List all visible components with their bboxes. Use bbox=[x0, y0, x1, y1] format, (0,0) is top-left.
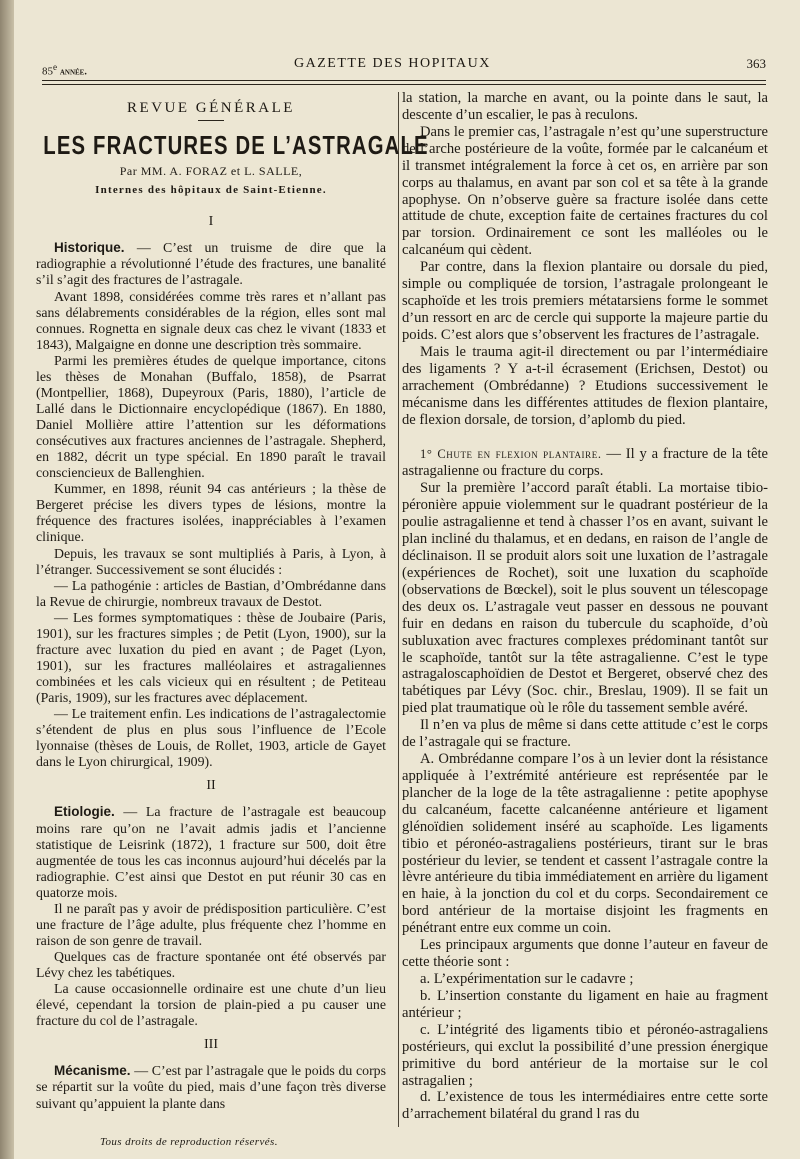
paragraph bbox=[402, 1089, 768, 1123]
paragraph bbox=[36, 481, 386, 545]
year-number: 85 bbox=[42, 65, 53, 78]
paragraph-text: Avant 1898, considérées comme très rares et n’allant pas sans délabrements considérables de la région, elles sont mal connues. Rognetta en signale deux cas chez le vivant (1833 et 1843), Malgaigne en donne une description très sommaire. bbox=[36, 288, 386, 352]
paragraph-text: Il n’en va plus de même si dans cette attitude c’est le corps de l’astragale qui se fracture. bbox=[402, 717, 768, 751]
rubric-rule bbox=[198, 120, 224, 121]
paragraph-text: Depuis, les travaux se sont multipliés à Paris, à Lyon, à l’étranger. Successivement se sont élucidés : bbox=[36, 545, 386, 577]
year-label bbox=[42, 62, 87, 78]
journal-name: GAZETTE DES HOPITAUX bbox=[294, 56, 491, 71]
paragraph-text: — La fracture de l’astragale est beaucoup moins rare qu’on ne l’avait admis jadis et l’ancienne statistique de Leisrink (1872), 1 fracture sur 500, doit être augmentée de tous les cas inconnus aujourd’hui décelés par la radiographie. C’est ainsi que Destot en put réunir 30 cas en quatorze mois. bbox=[36, 804, 386, 900]
paragraph bbox=[402, 446, 768, 480]
paragraph bbox=[36, 949, 386, 981]
right-column bbox=[402, 90, 768, 1123]
paragraph bbox=[36, 289, 386, 353]
paragraph bbox=[36, 353, 386, 482]
newspaper-page bbox=[14, 0, 800, 1159]
paragraph-text: Dans le premier cas, l’astragale n’est qu’une superstructure de l’arche postérieure de la voûte, formée par le calcanéum et il transmet intégralement la force à cet os, en arrière par son corps au thalamus, en avant par son col et sa tête à la grande apophyse. On n’observe guère sa fracture isolée dans cette attitude de chute, exception faite de certaines fractures du col par torsion. Ordinairement ce sont les malléoles ou le calcanéum qui cèdent. bbox=[402, 123, 768, 259]
header-rule-thick bbox=[42, 80, 766, 81]
year-ordinal: e bbox=[53, 62, 58, 72]
paragraph-text: Sur la première l’accord paraît établi. La mortaise tibio-péronière appuie violemment sur le quadrant postérieur de la poulie astragalienne et tend à chasser l’os en avant, suivant le plan incliné du thalamus, et en dedans, en raison de l’angle de déclinaison. Il se produit alors soit une luxation de l’astragale (expériences de Rochet), soit une luxation du scaphoïde (observations de Bœckel), soit le plus souvent un télescopage des deux os. L’astragale veut passer en dessous ne pouvant fuir en dedans en raison du tubercule du scaphoïde, d’où subluxation avec fractures complexes prédominant tantôt sur le scaphoïde, tantôt sur la tête astragalienne. C’est le type astragaloscaphoïdien de Destot et Bergeret, observé chez des tabétiques par Lévy (Soc. chir., Breslau, 1909). Il se fait un pied plat traumatique où le rôle du tassement semble avéré. bbox=[402, 480, 768, 717]
paragraph-text: Il ne paraît pas y avoir de prédisposition particulière. C’est une fracture de l’âge adulte, plus fréquente chez l’homme en raison de son genre de travail. bbox=[36, 900, 386, 948]
paragraph bbox=[402, 971, 768, 988]
section-number: I bbox=[208, 214, 214, 230]
running-header bbox=[14, 56, 800, 76]
paragraph-text: la station, la marche en avant, ou la pointe dans le saut, la descente d’un escalier, le pas à reculons. bbox=[402, 90, 768, 123]
paragraph-text: La cause occasionnelle ordinaire est une chute d’un lieu élevé, cependant la torsion de plain-pied a pu causer une fracture du col de l’astragale. bbox=[36, 981, 386, 1029]
paragraph bbox=[36, 804, 386, 900]
paragraph bbox=[402, 1022, 768, 1090]
left-column-body bbox=[36, 214, 386, 1111]
paragraph bbox=[402, 717, 768, 751]
paragraph bbox=[36, 981, 386, 1029]
column-divider bbox=[398, 92, 399, 1127]
paragraph-text: — C’est un truisme de dire que la radiographie a révolutionné l’étude des fractures, une banalité s’il s’agit des fractures de l’astragale. bbox=[36, 240, 386, 288]
paragraph-text: Quelques cas de fracture spontanée ont été observés par Lévy chez les tabétiques. bbox=[36, 949, 386, 981]
section-heading: 1° Chute en flexion plantaire. bbox=[420, 447, 602, 462]
paragraph-text: d. L’existence de tous les intermédiaires entre cette sorte d’arrachement bilatéral du grand l ras du bbox=[402, 1089, 768, 1123]
paragraph bbox=[36, 240, 386, 288]
year-word: année. bbox=[59, 66, 87, 78]
section-number: III bbox=[204, 1037, 218, 1053]
paragraph bbox=[36, 610, 386, 706]
section-heading: Mécanisme. bbox=[54, 1063, 131, 1079]
paragraph-text: b. L’insertion constante du ligament en haie au fragment antérieur ; bbox=[402, 987, 768, 1021]
paragraph bbox=[402, 751, 768, 937]
paragraph-text: c. L’intégrité des ligaments tibio et péronéo-astragaliens postérieurs, qui exclut la possibilité d’une pression énergique primitive du bord antérieur de la mortaise sur le col astragalien ; bbox=[402, 1021, 768, 1089]
paragraph-text: — Le traitement enfin. Les indications de l’astragalectomie s’étendent de plus en plus sous l’influence de l’Ecole lyonnaise (thèses de Louis, de Rollet, 1903, article de Gayet dans le Lyon chirurgical, 1909). bbox=[36, 706, 386, 770]
paragraph-text: — C’est par l’astragale que le poids du corps se répartit sur la voûte du pied, mais d’une façon très diverse suivant qu’appuient la plante dans bbox=[36, 1063, 386, 1111]
right-column-body bbox=[402, 90, 768, 1123]
paragraph-text: — Il y a fracture de la tête astragalienne ou fracture du corps. bbox=[402, 446, 768, 480]
page-number: 363 bbox=[746, 56, 766, 71]
paragraph-text: A. Ombrédanne compare l’os à un levier dont la résistance appliquée à l’extrémité antérieure est représentée par le plancher de la loge de la tête astragalienne : petite apophyse du calcanéum, facette calcanéenne antérieure et ligament glénoïdien solidement inséré au scaphoïde. Les ligaments tibio et péronéo-astragaliens postérieurs, tirant sur le bras postérieur du levier, se tendent et cassent l’astragale contre la lèvre antérieure du tibia immédiatement en arrière du ligament en haie, à la jonction du col et du corps. Secondairement ce bord antérieur de la mortaise disjoint les fragments en pénétrant entre eux comme un coin. bbox=[402, 751, 768, 937]
paragraph-text: Les principaux arguments que donne l’auteur en faveur de cette théorie sont : bbox=[402, 937, 768, 971]
paragraph-text: Mais le trauma agit-il directement ou par l’intermédiaire des ligaments ? Y a-t-il écrasement (Erichsen, Destot) ou arrachement (Ombrédanne) ? Etudions successivement le mécanisme dans les différentes attitudes de flexion plantaire, de flexion dorsale, de torsion, d’aplomb du pied. bbox=[402, 343, 768, 428]
paragraph bbox=[402, 124, 768, 259]
paragraph-text: Kummer, en 1898, réunit 94 cas antérieurs ; la thèse de Bergeret précise les divers types de lésions, montre la fréquence des fractures isolées, inappréciables à l’examen clinique. bbox=[36, 481, 386, 545]
paragraph bbox=[402, 937, 768, 971]
paragraph-text: Par contre, dans la flexion plantaire ou dorsale du pied, simple ou compliquée de torsion, l’astragale prolongeant le scaphoïde et les trois premiers métatarsiens forme le sommet d’un ressort en arc de cercle qui supporte la majeure partie du poids. C’est alors que s’observent les fractures de l’astragale. bbox=[402, 259, 768, 343]
section-heading: Historique. bbox=[54, 240, 125, 256]
rubric: REVUE GÉNÉRALE bbox=[127, 100, 295, 116]
paragraph bbox=[36, 546, 386, 578]
paragraph-text: Parmi les premières études de quelque importance, citons les thèses de Monahan (Buffalo, 1858), de Psarrat (Montpellier, 1868), Dupeyroux (Paris, 1880), l’article de Lallé dans le Dictionnaire encyclopédique (1867). En 1880, Daniel Mollière attire l’attention sur les déformations consécutives aux fractures anciennes de l’astragale. Shepherd, en 1882, décrit un type spécial. En 1890 paraît le travail consciencieux de Ballenghien. bbox=[36, 352, 386, 481]
paragraph bbox=[402, 90, 768, 124]
paragraph bbox=[36, 1063, 386, 1111]
section-number: II bbox=[206, 778, 216, 794]
paragraph-text: — La pathogénie : articles de Bastian, d’Ombrédanne dans la Revue de chirurgie, nombreux travaux de Destot. bbox=[36, 577, 386, 609]
paragraph-text: a. L’expérimentation sur le cadavre ; bbox=[420, 971, 634, 988]
paragraph bbox=[402, 988, 768, 1022]
section-heading: Etiologie. bbox=[54, 804, 115, 820]
footer-note: Tous droits de reproduction réservés. bbox=[100, 1136, 278, 1148]
paragraph bbox=[402, 259, 768, 344]
paragraph bbox=[402, 480, 768, 717]
paragraph-text: — Les formes symptomatiques : thèse de Joubaire (Paris, 1901), sur les fractures simples ; de Petit (Lyon, 1900), sur la fracture avec luxation du pied en avant ; de Paget (Lyon, 1901), sur les fractures malléolaires et astragaliennes combinées et les cals vicieux qui en résultent ; de Petiteau (Paris, 1909), sur les fractures avec déplacement. bbox=[36, 609, 386, 706]
binding-spine bbox=[0, 0, 14, 1159]
spacer bbox=[402, 428, 768, 446]
byline: Par MM. A. FORAZ et L. SALLE, bbox=[119, 164, 303, 179]
left-column bbox=[36, 90, 429, 1112]
article-title: LES FRACTURES DE L’ASTRAGALE bbox=[43, 130, 429, 161]
paragraph bbox=[36, 578, 386, 610]
header-rule-thin bbox=[42, 84, 766, 85]
paragraph bbox=[36, 901, 386, 949]
paragraph bbox=[402, 344, 768, 429]
affiliation: Internes des hôpitaux de Saint-Etienne. bbox=[95, 184, 327, 197]
paragraph bbox=[36, 706, 386, 770]
